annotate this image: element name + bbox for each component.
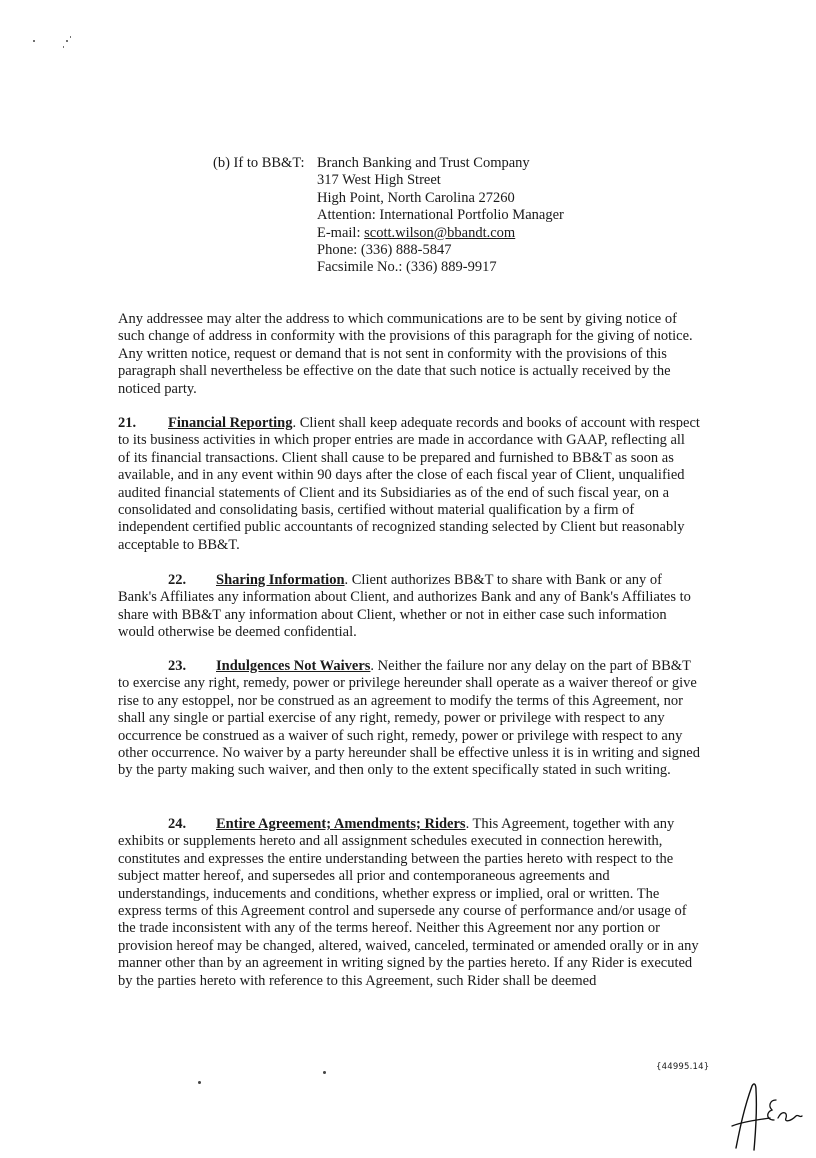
section-heading: Indulgences Not Waivers xyxy=(216,658,371,674)
address-line-company: Branch Banking and Trust Company xyxy=(317,155,530,171)
address-line-fax: Facsimile No.: (336) 889-9917 xyxy=(317,259,497,276)
address-line-street: 317 West High Street xyxy=(317,172,441,189)
section-heading: Entire Agreement; Amendments; Riders xyxy=(216,816,466,832)
address-line-phone: Phone: (336) 888-5847 xyxy=(317,241,452,258)
address-line-email xyxy=(317,225,564,242)
section-number: 21. xyxy=(118,415,137,431)
address-line-city: High Point, North Carolina 27260 xyxy=(317,189,515,206)
scan-speck xyxy=(66,40,68,42)
section-heading: Financial Reporting xyxy=(168,415,293,431)
section-body: . Client shall keep adequate records and books of account with respect to its business activities in which proper entries are made in accordance with GAAP, reflecting all of its financial transactions. Client shall cause to be prepared and furnished to BB&T as soon as available, and in any event within 90 days after the close of each fiscal year of Client, unqualified audited financial statements of Client and its Subsidiaries as of the end of such fiscal year, on a consolidated and consolidating basis, certified without material qualification by a firm of independent certified public accountants of recognized standing selected by Client but reasonably acceptable to BB&T. xyxy=(118,415,700,553)
email-label: E-mail: xyxy=(317,224,365,241)
address-recipient-label: (b) If to BB&T: xyxy=(213,155,305,171)
handwritten-initials-signature xyxy=(726,1078,806,1153)
section-24 xyxy=(118,816,700,990)
scan-speck xyxy=(323,1071,326,1074)
document-id: {44995.14} xyxy=(656,1062,710,1072)
section-body: . Client authorizes BB&T to share with Bank or any of Bank's Affiliates any information about Client, and authorizes Bank and any of Bank's Affiliates to share with BB&T any information about Client, whether or not in either case such information would otherwise be deemed confidential. xyxy=(118,572,691,641)
section-21 xyxy=(118,415,700,554)
section-23 xyxy=(118,658,700,780)
notice-change-paragraph: Any addressee may alter the address to which communications are to be sent by giving notice of such change of address in conformity with the provisions of this paragraph for the giving of notice. Any written notice, request or demand that is not sent in conformity with the provisions of this paragraph shall nevertheless be effective on the date that such notice is actually received by the noticed party. xyxy=(118,311,693,397)
scan-speck xyxy=(198,1081,201,1084)
section-heading: Sharing Information xyxy=(216,572,345,588)
section-22 xyxy=(118,572,700,642)
section-number: 23. xyxy=(168,658,187,674)
section-number: 22. xyxy=(168,572,187,588)
scan-speck xyxy=(33,40,35,42)
address-lines xyxy=(317,155,564,277)
section-number: 24. xyxy=(168,816,187,832)
address-line-attention: Attention: International Portfolio Manager xyxy=(317,207,564,224)
scan-speck xyxy=(63,46,64,48)
section-body: . Neither the failure nor any delay on the part of BB&T to exercise any right, remedy, power or privilege hereunder shall operate as a waiver thereof or give rise to any estoppel, nor be construed as an agreement to modify the terms of this Agreement, nor shall any single or partial exercise of any right, remedy, power or privilege with respect to any occurrence be construed as a waiver of such right, remedy, power or privilege with respect to any other occurrence. No waiver by a party hereunder shall be effective unless it is in writing and signed by the party making such waiver, and then only to the extent specifically stated in such writing. xyxy=(118,658,700,779)
scan-speck xyxy=(70,36,71,38)
section-body: . This Agreement, together with any exhibits or supplements hereto and all assignment schedules executed in connection herewith, constitutes and expresses the entire understanding between the parties hereto with respect to the subject matter hereof, and supersedes all prior and contemporaneous agreements and understandings, inducements and conditions, whether express or implied, oral or written. The express terms of this Agreement control and supersede any course of performance and/or usage of the trade inconsistent with any of the terms hereof. Neither this Agreement nor any portion or provision hereof may be changed, altered, waived, canceled, terminated or amended orally or in any manner other than by an agreement in writing signed by the parties hereto. If any Rider is executed by the parties hereto with reference to this Agreement, such Rider shall be deemed xyxy=(118,816,699,989)
email-link[interactable]: scott.wilson@bbandt.com xyxy=(364,224,516,241)
